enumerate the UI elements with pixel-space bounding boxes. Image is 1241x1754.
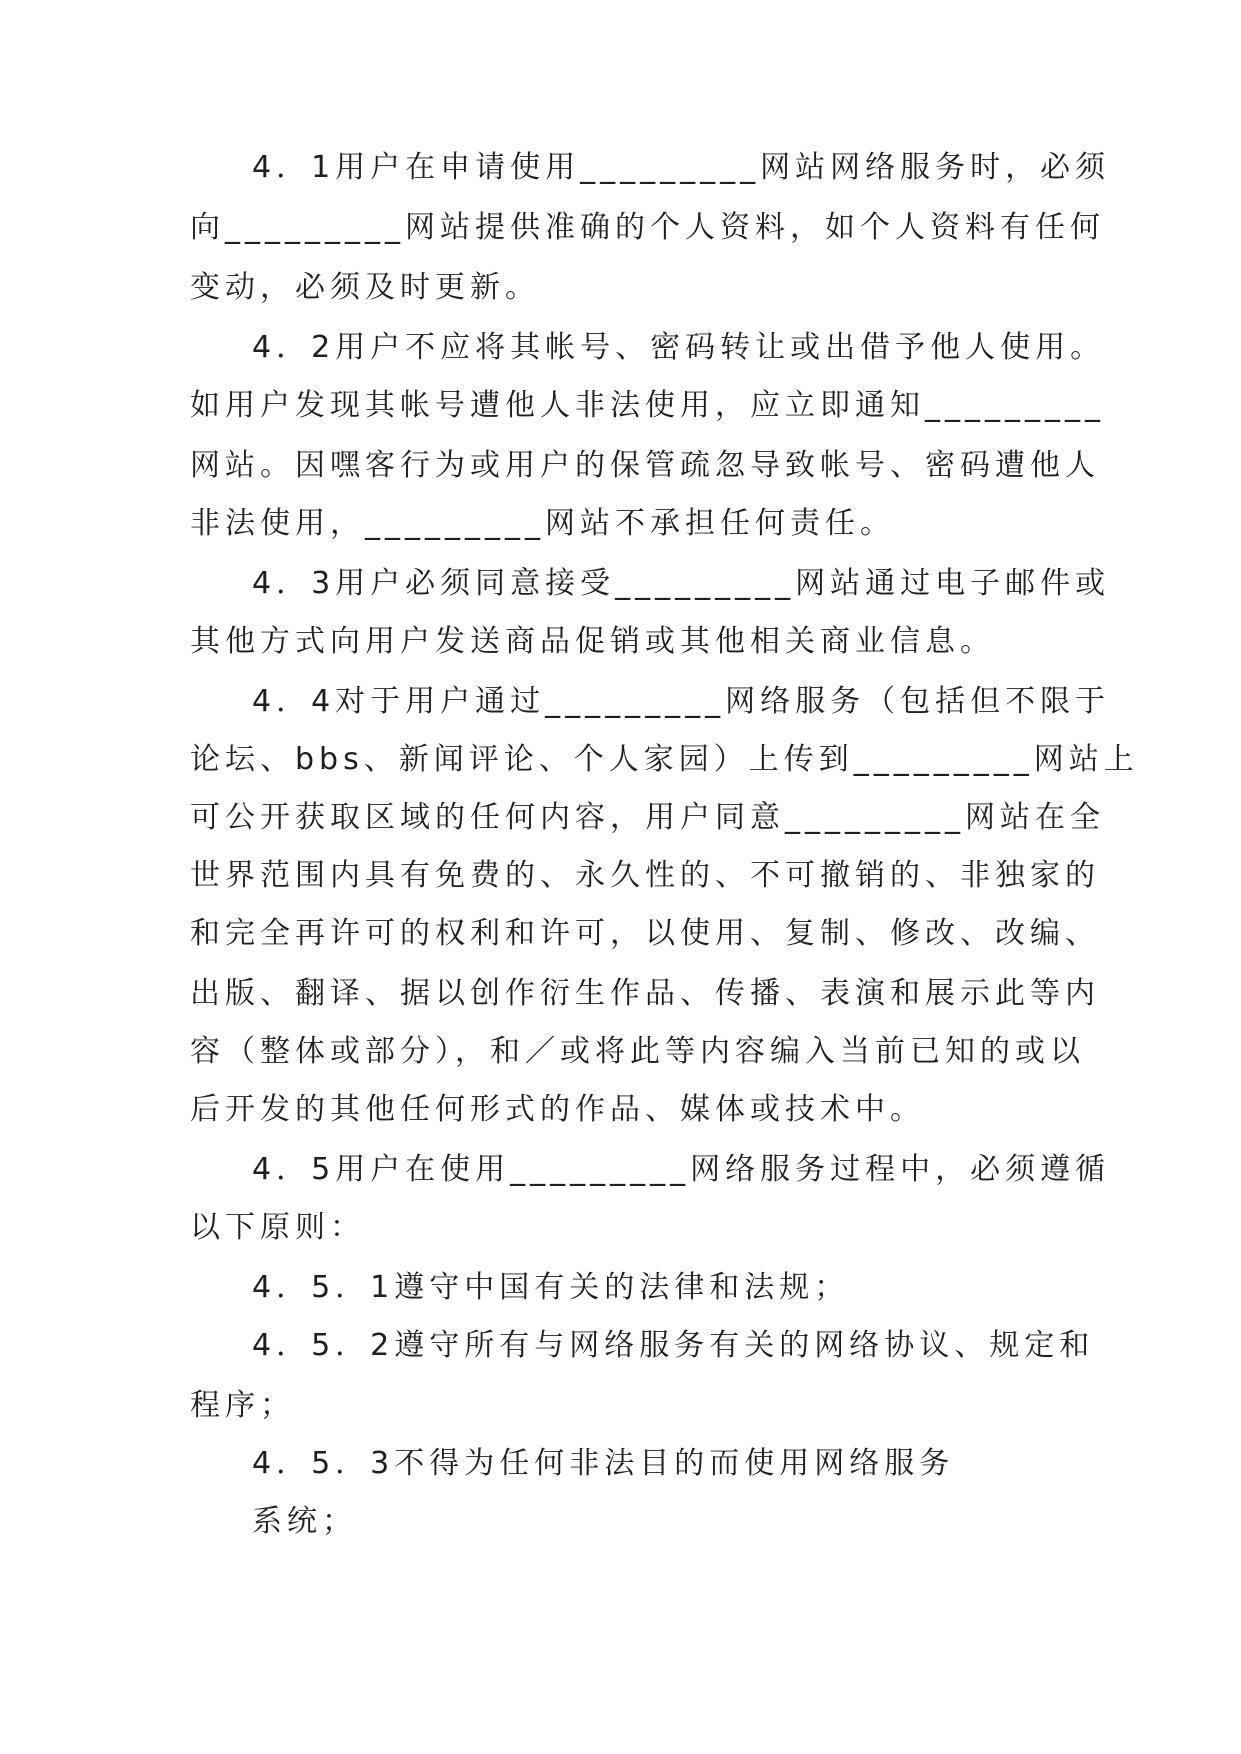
text-line: 网站。因嘿客行为或用户的保管疏忽导致帐号、密码遭他人	[190, 448, 1100, 483]
text-line: 论坛、bbs、新闻评论、个人家园）上传到_________网站上	[190, 742, 1139, 777]
text-line: 非法使用，_________网站不承担任何责任。	[190, 506, 895, 541]
text-line: 4．5．1遵守中国有关的法律和法规；	[252, 1270, 850, 1305]
text-line: 4．2用户不应将其帐号、密码转让或出借予他人使用。	[252, 330, 1106, 365]
text-line: 如用户发现其帐号遭他人非法使用，应立即通知_________	[190, 388, 1105, 423]
text-line: 和完全再许可的权利和许可，以使用、复制、修改、改编、	[190, 916, 1100, 951]
text-line: 4．5．2遵守所有与网络服务有关的网络协议、规定和	[252, 1328, 1095, 1363]
text-line: 变动，必须及时更新。	[190, 270, 540, 305]
text-line: 可公开获取区域的任何内容，用户同意_________网站在全	[190, 800, 1105, 835]
text-line: 程序；	[190, 1388, 295, 1423]
text-line: 其他方式向用户发送商品促销或其他相关商业信息。	[190, 624, 995, 659]
text-line: 4．4对于用户通过_________网络服务（包括但不限于	[252, 684, 1111, 719]
text-line: 4．5．3不得为任何非法目的而使用网络服务	[252, 1446, 955, 1481]
text-line: 系统；	[252, 1504, 357, 1539]
text-line: 4．3用户必须同意接受_________网站通过电子邮件或	[252, 566, 1111, 601]
text-line: 后开发的其他任何形式的作品、媒体或技术中。	[190, 1092, 925, 1127]
text-line: 容（整体或部分），和／或将此等内容编入当前已知的或以	[190, 1034, 1085, 1069]
text-line: 以下原则：	[190, 1210, 365, 1245]
text-line: 4．5用户在使用_________网络服务过程中，必须遵循	[252, 1152, 1111, 1187]
text-line: 向_________网站提供准确的个人资料，如个人资料有任何	[190, 210, 1105, 245]
text-line: 世界范围内具有免费的、永久性的、不可撤销的、非独家的	[190, 858, 1100, 893]
text-line: 4．1用户在申请使用_________网站网络服务时，必须	[252, 150, 1111, 185]
text-line: 出版、翻译、据以创作衍生作品、传播、表演和展示此等内	[190, 976, 1100, 1011]
